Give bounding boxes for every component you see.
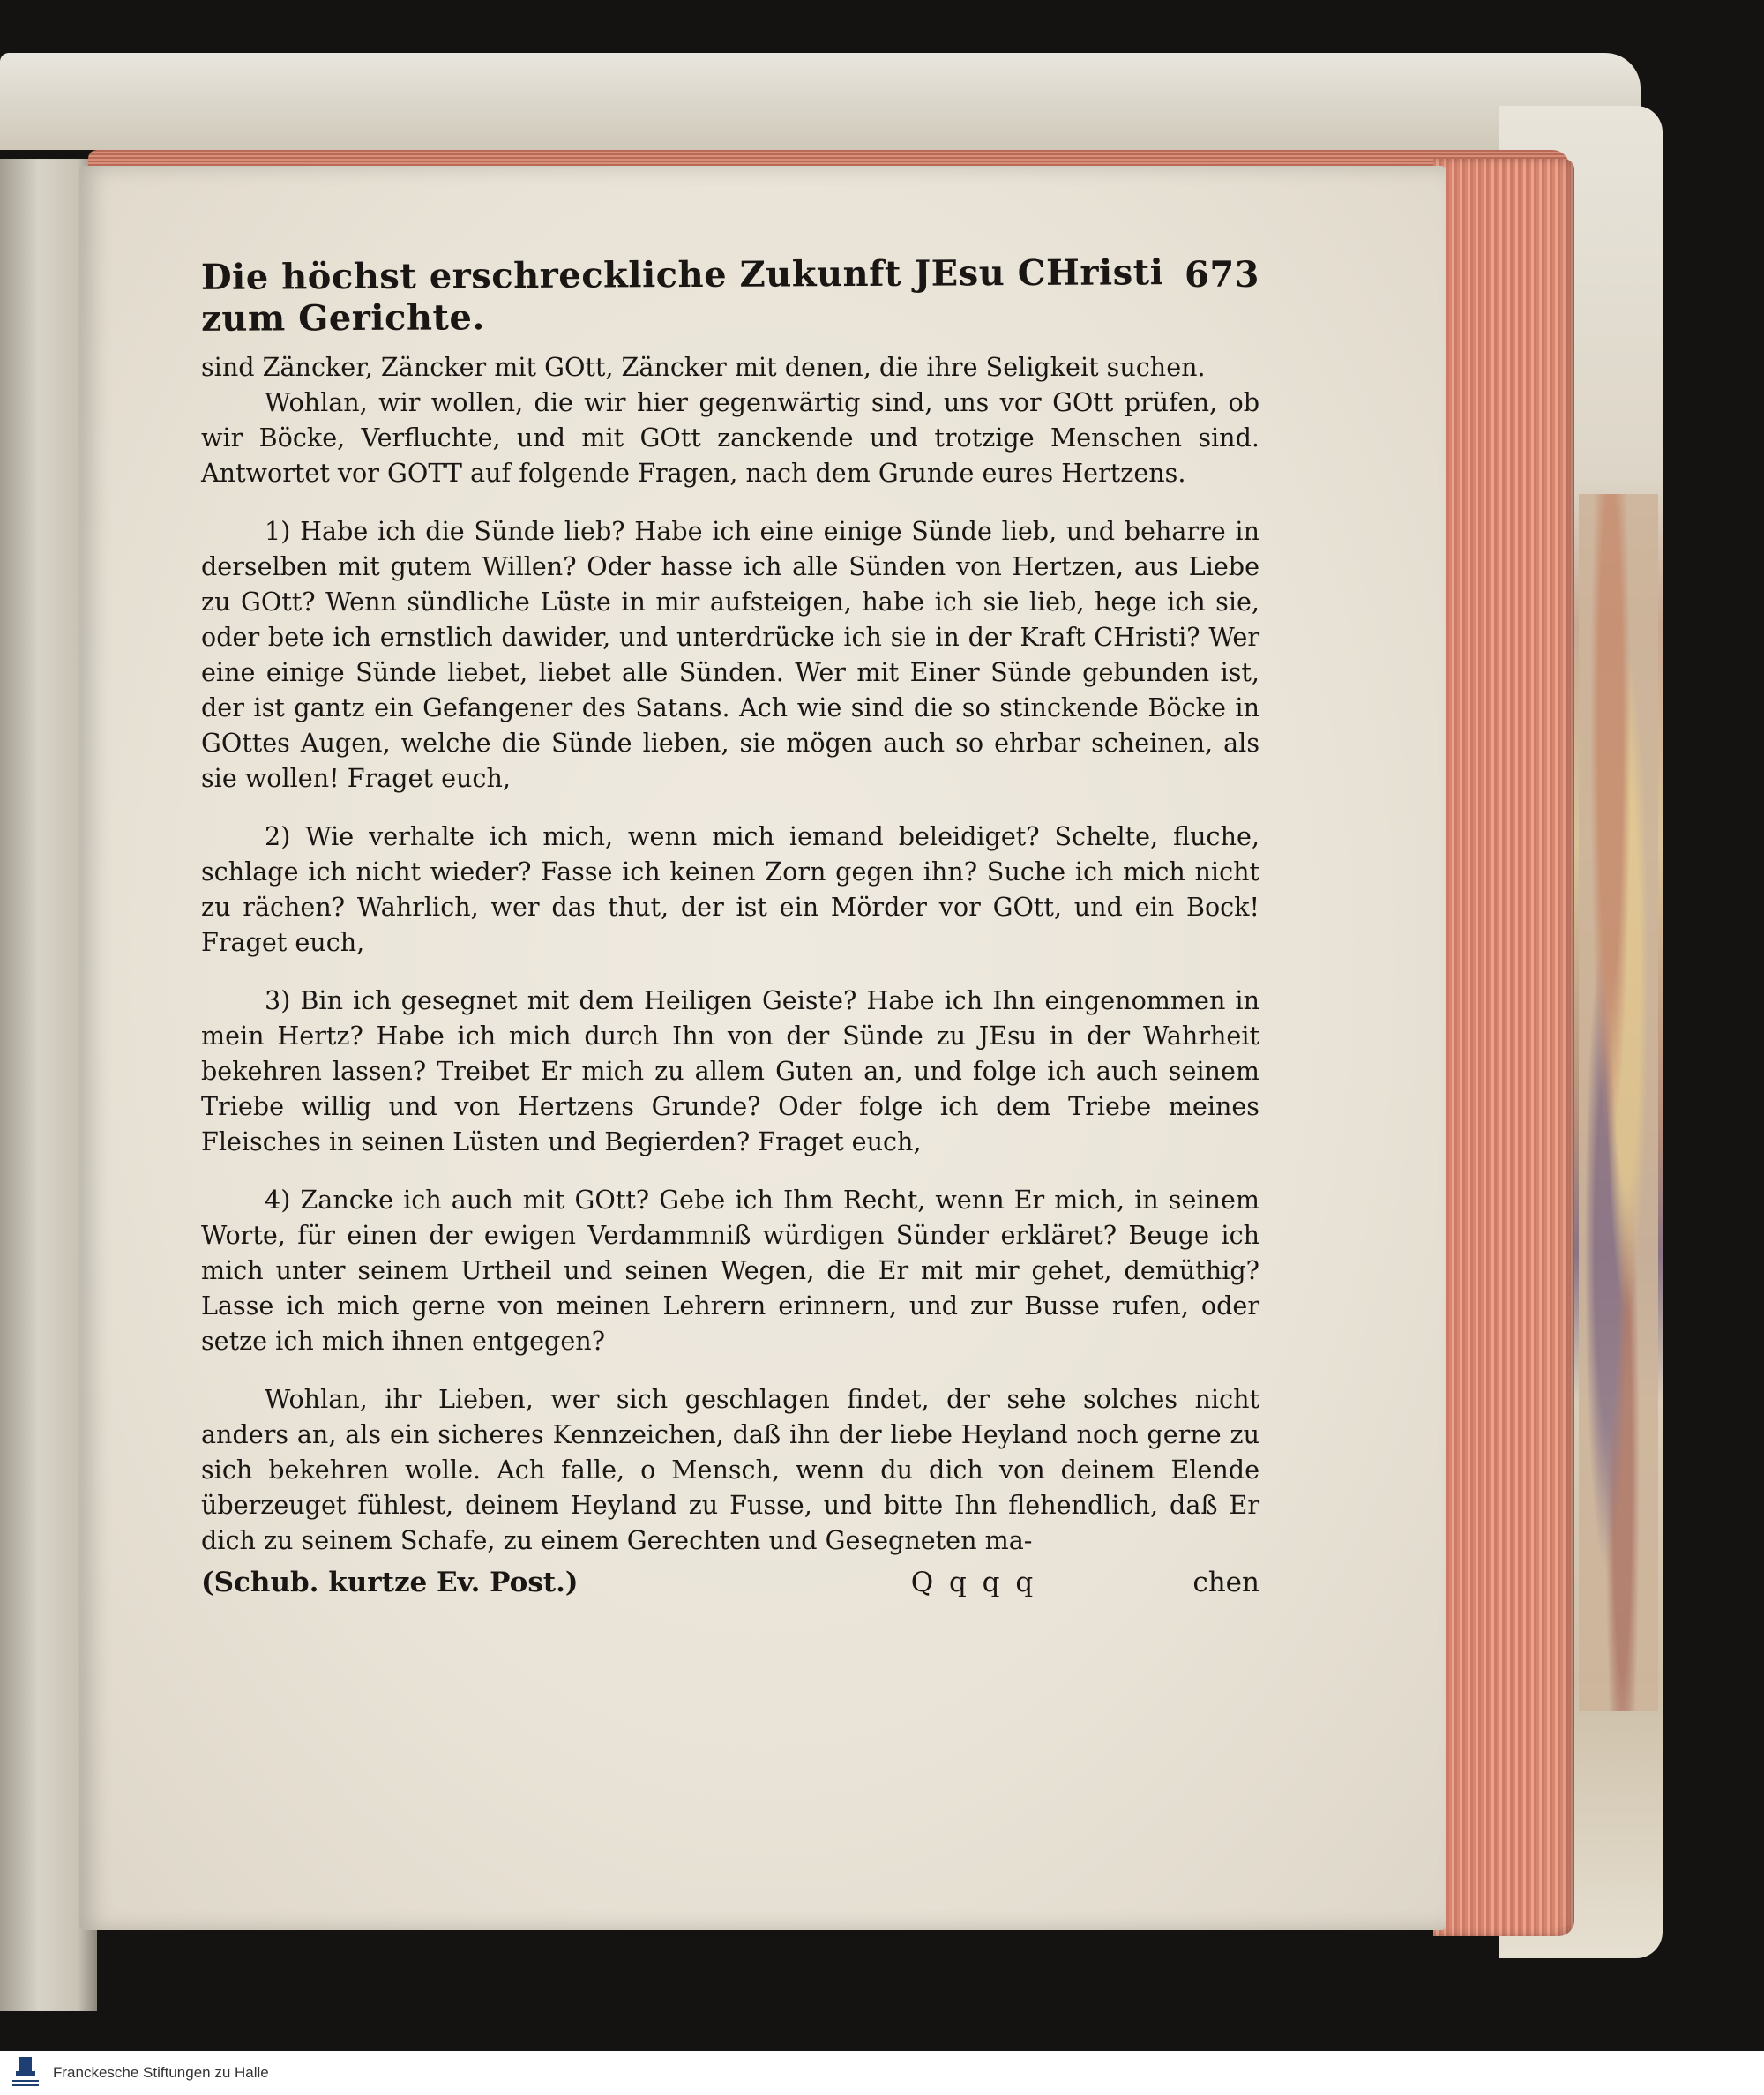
institution-name: Franckesche Stiftungen zu Halle xyxy=(53,2064,269,2081)
paragraph: Wohlan, wir wollen, die wir hier gegenwärtig sind, uns vor GOtt prüfen, ob wir Böcke, Verfluchte, und mit GOtt zanckende und trotzige Menschen sind. Antwortet vor GOTT auf folgende Fragen, nach dem Grunde eures Hertzens. xyxy=(201,387,1259,488)
signature-mark: Q q q q xyxy=(910,1567,1037,1598)
logo-icon xyxy=(5,2054,46,2092)
footer-bar xyxy=(0,2051,1764,2095)
page-header xyxy=(200,251,1259,340)
body-text xyxy=(201,349,1259,1558)
running-head: Die höchst erschreckliche Zukunft JEsu CHristi zum Gerichte. xyxy=(200,251,1164,340)
paragraph: 2) Wie verhalte ich mich, wenn mich iemand beleidiget? Schelte, fluche, schlage ich nicht wieder? Fasse ich keinen Zorn gegen ihn? Suche ich mich nicht zu rächen? Wahrlich, wer das thut, der ist ein Mörder vor GOtt, und ein Bock! Fraget euch, xyxy=(201,821,1259,957)
page-footer xyxy=(201,1567,1259,1598)
page-number: 673 xyxy=(1185,254,1259,296)
catchword: chen xyxy=(1192,1567,1259,1598)
marbled-cover xyxy=(1579,494,1658,1711)
book-wrapper-top xyxy=(0,53,1641,150)
paragraph: 3) Bin ich gesegnet mit dem Heiligen Geiste? Habe ich Ihn eingenommen in mein Hertz? Habe ich mich durch Ihn von der Sünde zu JEsu in der Wahrheit bekehren lassen? Treibet Er mich zu allem Guten an, und folge ich auch seinem Triebe willig und von Hertzens Grunde? Oder folge ich dem Triebe meines Fleisches in seinen Lüsten und Begierden? Fraget euch, xyxy=(201,985,1259,1156)
red-page-edge xyxy=(1433,159,1574,1936)
paragraph: sind Zäncker, Zäncker mit GOtt, Zäncker mit denen, die ihre Seligkeit suchen. xyxy=(201,352,1206,382)
institution-logo xyxy=(4,2052,48,2094)
paragraph: 1) Habe ich die Sünde lieb? Habe ich eine einige Sünde lieb, und beharre in derselben mit gutem Willen? Oder hasse ich alle Sünden von Hertzen, aus Liebe zu GOtt? Wenn sündliche Lüste in mir aufsteigen, habe ich sie lieb, hege ich sie, oder bete ich ernstlich dawider, und unterdrücke ich sie in der Kraft CHristi? Wer eine einige Sünde liebet, liebet alle Sünden. Wer mit Einer Sünde gebunden ist, der ist gantz ein Gefangener des Satans. Ach wie sind die so stinckende Böcke in GOttes Augen, welche die Sünde lieben, sie mögen auch so ehrbar scheinen, als sie wollen! Fraget euch, xyxy=(201,516,1259,793)
page-content xyxy=(200,251,1259,1598)
paragraph: Wohlan, ihr Lieben, wer sich geschlagen findet, der sehe solches nicht anders an, als ein sicheres Kennzeichen, daß ihn der liebe Heyland noch gerne zu sich bekehren wolle. Ach falle, o Mensch, wenn du dich von deinem Elende überzeuget fühlest, deinem Heyland zu Fusse, und bitte Ihn flehendlich, daß Er dich zu seinem Schafe, zu einem Gerechten und Gesegneten ma- xyxy=(201,1384,1259,1555)
paragraph: 4) Zancke ich auch mit GOtt? Gebe ich Ihm Recht, wenn Er mich, in seinem Worte, für einen der ewigen Verdammniß würdigen Sünder erkläret? Beuge ich mich unter seinem Urtheil und seinen Wegen, die Er mit mir gehet, demüthig? Lasse ich mich gerne von meinen Lehrern erinnern, und zur Busse rufen, oder setze ich mich ihnen entgegen? xyxy=(201,1185,1259,1356)
source-note: (Schub. kurtze Ev. Post.) xyxy=(201,1567,579,1598)
